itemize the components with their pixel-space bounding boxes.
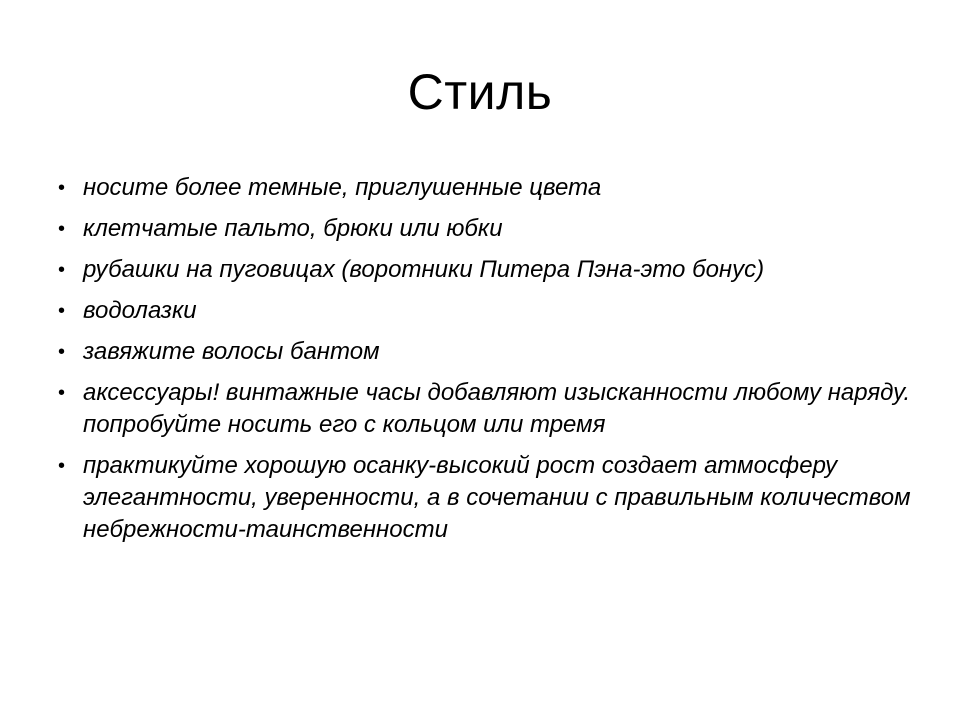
bullet-icon: • bbox=[58, 300, 66, 322]
list-item bbox=[56, 295, 916, 327]
list-item bbox=[56, 336, 916, 368]
bullet-icon: • bbox=[58, 218, 66, 240]
bullet-icon: • bbox=[58, 177, 66, 199]
list-item bbox=[56, 213, 916, 245]
slide-title: Стиль bbox=[407, 64, 553, 120]
list-item-text: носите более темные, приглушенные цвета bbox=[83, 174, 602, 201]
bullet-icon: • bbox=[58, 455, 66, 477]
list-item-text: аксессуары! винтажные часы добавляют изысканности любому наряду. попробуйте носить его с кольцом или тремя bbox=[83, 379, 911, 438]
bullet-icon: • bbox=[58, 382, 66, 404]
list-item bbox=[56, 172, 916, 204]
bullet-list bbox=[56, 172, 916, 555]
list-item bbox=[56, 450, 916, 546]
list-item bbox=[56, 254, 916, 286]
list-item-text: рубашки на пуговицах (воротники Питера Пэна-это бонус) bbox=[83, 256, 765, 283]
bullet-icon: • bbox=[58, 341, 66, 363]
list-item-text: водолазки bbox=[83, 297, 197, 324]
bullet-icon: • bbox=[58, 259, 66, 281]
list-item-text: клетчатые пальто, брюки или юбки bbox=[83, 215, 503, 242]
list-item-text: завяжите волосы бантом bbox=[83, 338, 380, 365]
list-item bbox=[56, 377, 916, 441]
list-item-text: практикуйте хорошую осанку-высокий рост создает атмосферу элегантности, уверенности, а в сочетании с правильным количеством небрежности-таинственности bbox=[83, 452, 911, 543]
